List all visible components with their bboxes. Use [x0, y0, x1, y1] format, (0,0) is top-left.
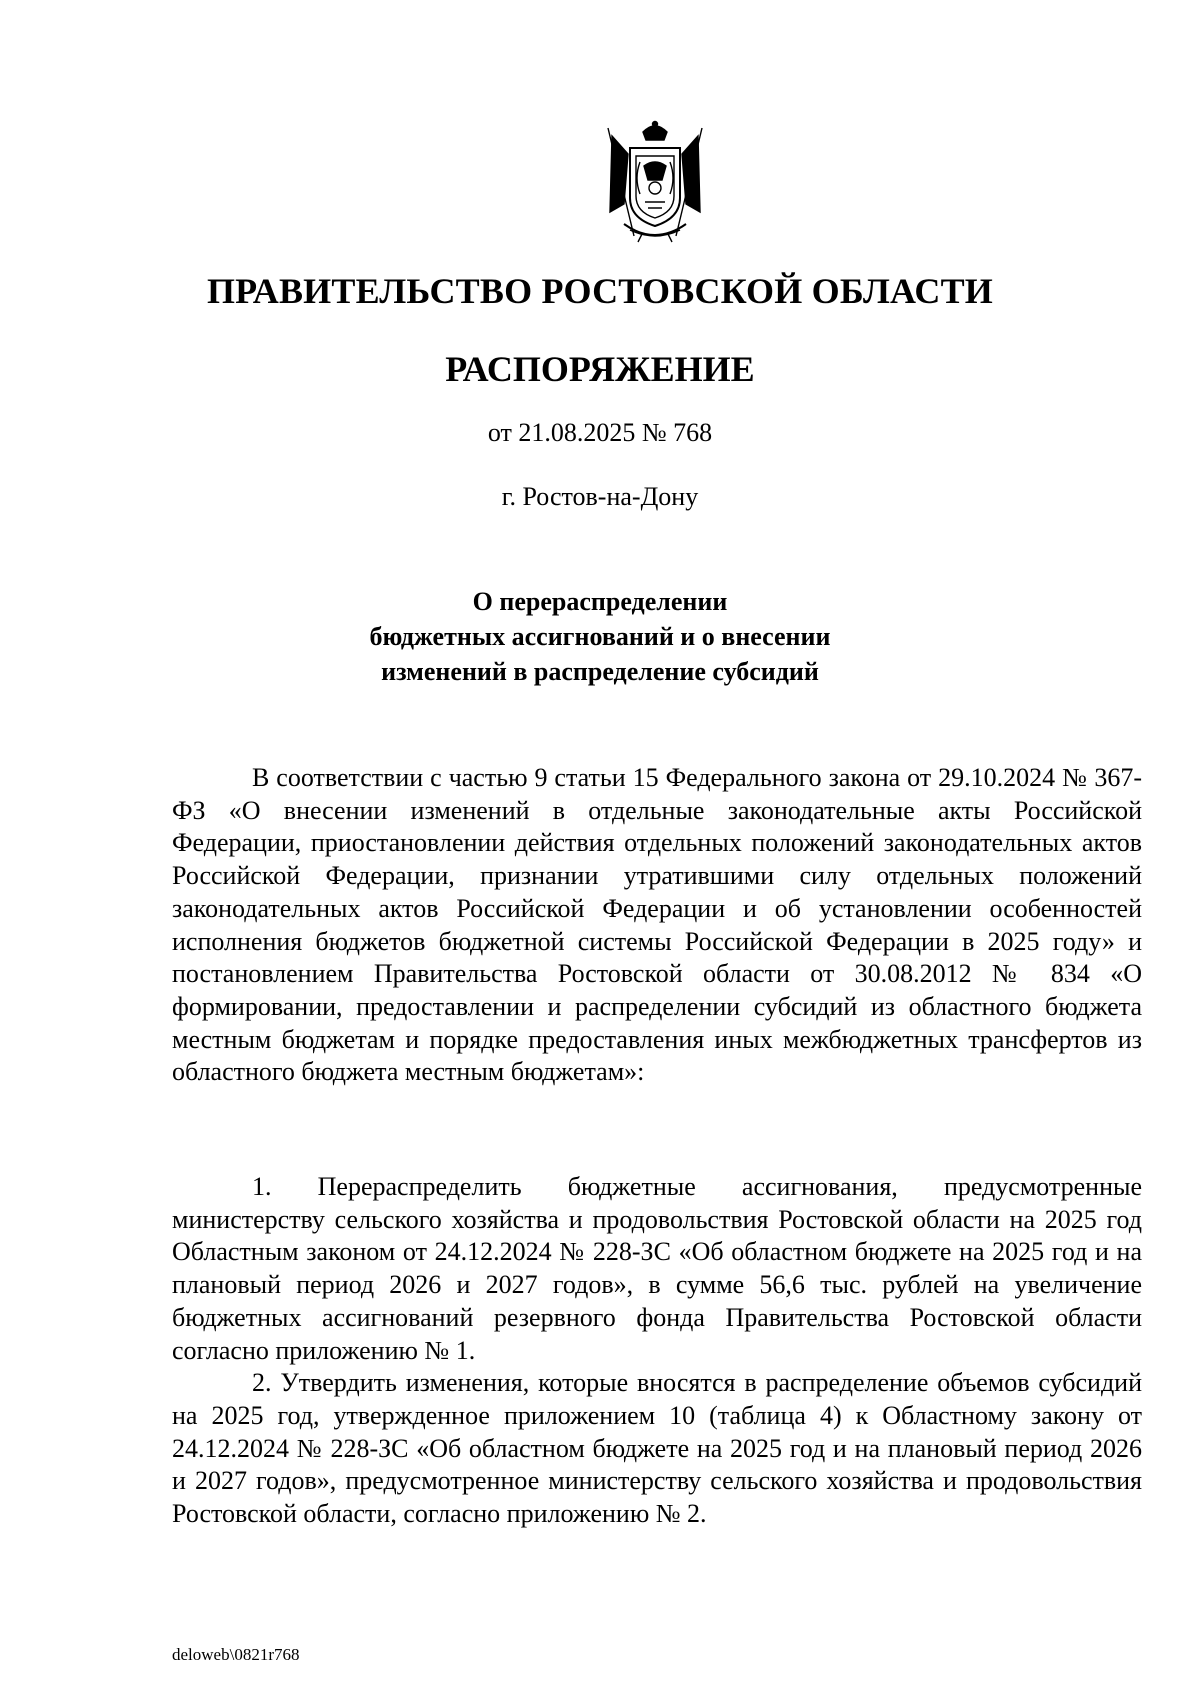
item-2-paragraph: 2. Утвердить изменения, которые вносятся в распределение объемов субсидий на 2025 год, утвержденное приложением 10 (таблица 4) к Областному закону от 24.12.2024 № 228-ЗС «Об областном бюджете на 2025 год и на плановый период 2026 и 2027 годов», предусмотренное министерству сельского хозяйства и продовольствия Ростовской области, согласно приложению № 2. — [172, 1368, 1142, 1529]
file-reference: deloweb\0821r768 — [172, 1645, 300, 1664]
subject-line: О перераспределении — [472, 587, 728, 616]
document-date-number: от 21.08.2025 № 768 — [487, 418, 713, 447]
preamble — [172, 762, 1142, 1089]
preamble-paragraph: В соответствии с частью 9 статьи 15 Федерального закона от 29.10.2024 № 367-ФЗ «О внесении изменений в отдельные законодательные акты Российской Федерации, приостановлении действия отдельных положений законодательных актов Российской Федерации, признании утратившими силу отдельных положений законодательных актов Российской Федерации и об установлении особенностей исполнения бюджетов бюджетной системы Российской Федерации в 2025 году» и постановлением Правительства Ростовской области от 30.08.2012 № 834 «О формировании, предоставлении и распределении субсидий из областного бюджета местным бюджетам и порядке предоставления иных межбюджетных трансфертов из областного бюджета местным бюджетам»: — [172, 763, 1142, 1087]
subject-line: бюджетных ассигнований и о внесении — [369, 622, 831, 651]
document-city: г. Ростов-на-Дону — [501, 482, 699, 511]
document-subject — [0, 584, 1200, 689]
government-title: ПРАВИТЕЛЬСТВО РОСТОВСКОЙ ОБЛАСТИ — [206, 271, 994, 311]
coat-of-arms-icon — [600, 118, 710, 246]
subject-line: изменений в распределение субсидий — [381, 657, 819, 686]
resolution-items — [172, 1171, 1142, 1531]
document-type: РАСПОРЯЖЕНИЕ — [445, 349, 755, 389]
item-1-paragraph: 1. Перераспределить бюджетные ассигнования, предусмотренные министерству сельского хозяйства и продовольствия Ростовской области на 2025 год Областным законом от 24.12.2024 № 228-ЗС «Об областном бюджете на 2025 год и на плановый период 2026 и 2027 годов», в сумме 56,6 тыс. рублей на увеличение бюджетных ассигнований резервного фонда Правительства Ростовской области согласно приложению № 1. — [172, 1172, 1142, 1365]
